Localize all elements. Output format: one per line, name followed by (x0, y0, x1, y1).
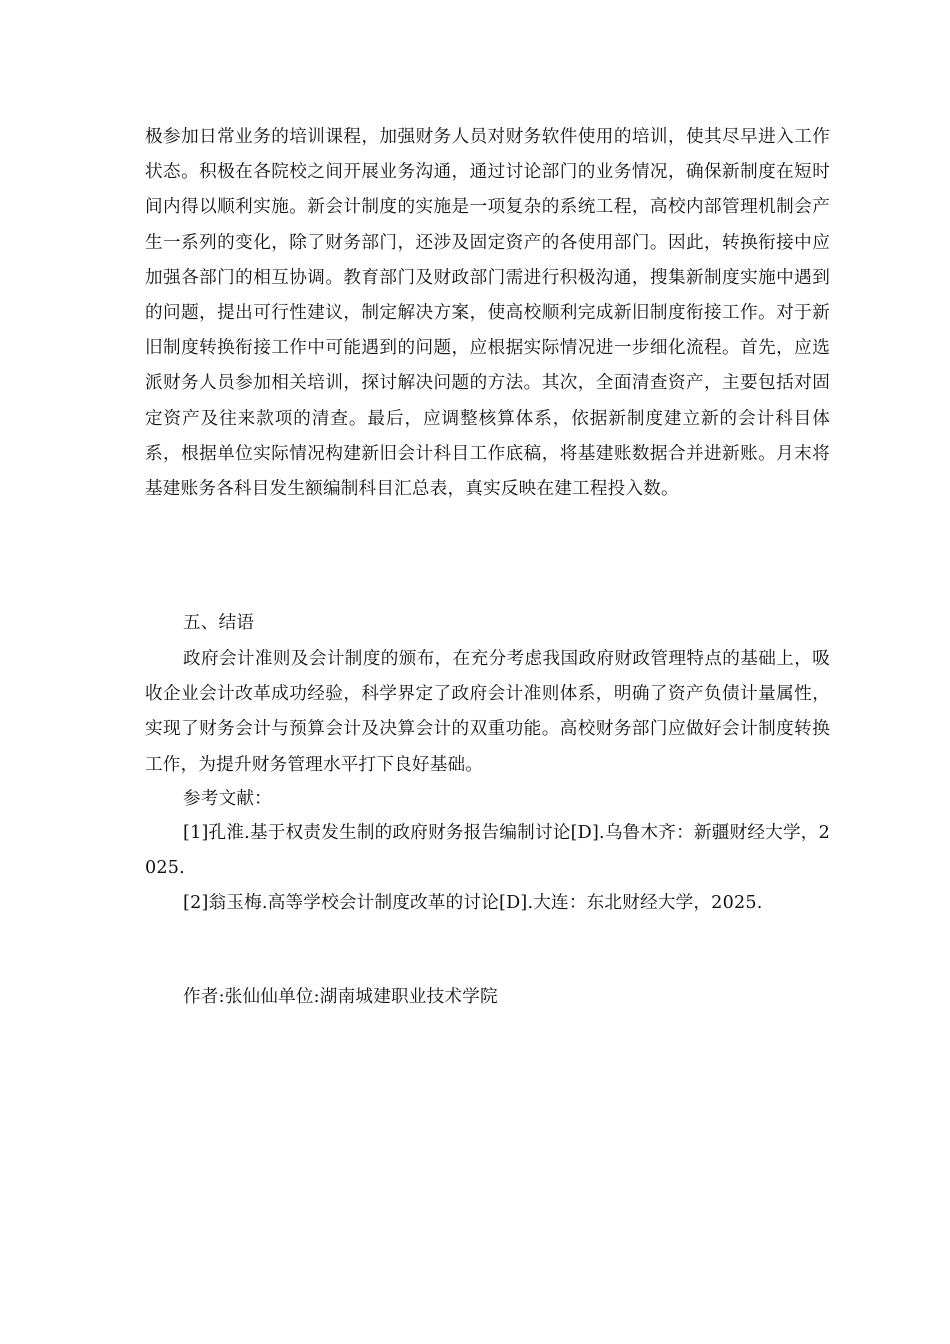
reference-item-2: [2]翁玉梅.高等学校会计制度改革的讨论[D].大连：东北财经大学，2025. (183, 893, 763, 913)
continuation-paragraph: 极参加日常业务的培训课程，加强财务人员对财务软件使用的培训，使其尽早进入工作状态。积极在各院校之间开展业务沟通，通过讨论部门的业务情况，确保新制度在短时间内得以顺利实施。新会计制度的实施是一项复杂的系统工程，高校内部管理机制会产生一系列的变化，除了财务部门，还涉及固定资产的各使用部门。因此，转换衔接中应加强各部门的相互协调。教育部门及财政部门需进行积极沟通，搜集新制度实施中遇到的问题，提出可行性建议，制定解决方案，使高校顺利完成新旧制度衔接工作。对于新旧制度转换衔接工作中可能遇到的问题，应根据实际情况进一步细化流程。首先，应选派财务人员参加相关培训，探讨解决问题的方法。其次，全面清查资产，主要包括对固定资产及往来款项的清查。最后，应调整核算体系，依据新制度建立新的会计科目体系，根据单位实际情况构建新旧会计科目工作底稿，将基建账数据合并进新账。月末将基建账务各科目发生额编制科目汇总表，真实反映在建工程投入数。 (145, 127, 830, 500)
conclusion-paragraph: 政府会计准则及会计制度的颁布，在充分考虑我国政府财政管理特点的基础上，吸收企业会计改革成功经验，科学界定了政府会计准则体系，明确了资产负债计量属性，实现了财务会计与预算会计及决算会计的双重功能。高校财务部门应做好会计制度转换工作，为提升财务管理水平打下良好基础。 (145, 649, 830, 775)
references-title: 参考文献： (183, 789, 272, 809)
author-affiliation: 作者:张仙仙单位:湖南城建职业技术学院 (183, 987, 498, 1007)
section-heading-conclusion: 五、结语 (183, 613, 255, 633)
reference-item-1: [1]孔淮.基于权责发生制的政府财务报告编制讨论[D].乌鲁木齐：新疆财经大学，2025. (145, 823, 830, 879)
